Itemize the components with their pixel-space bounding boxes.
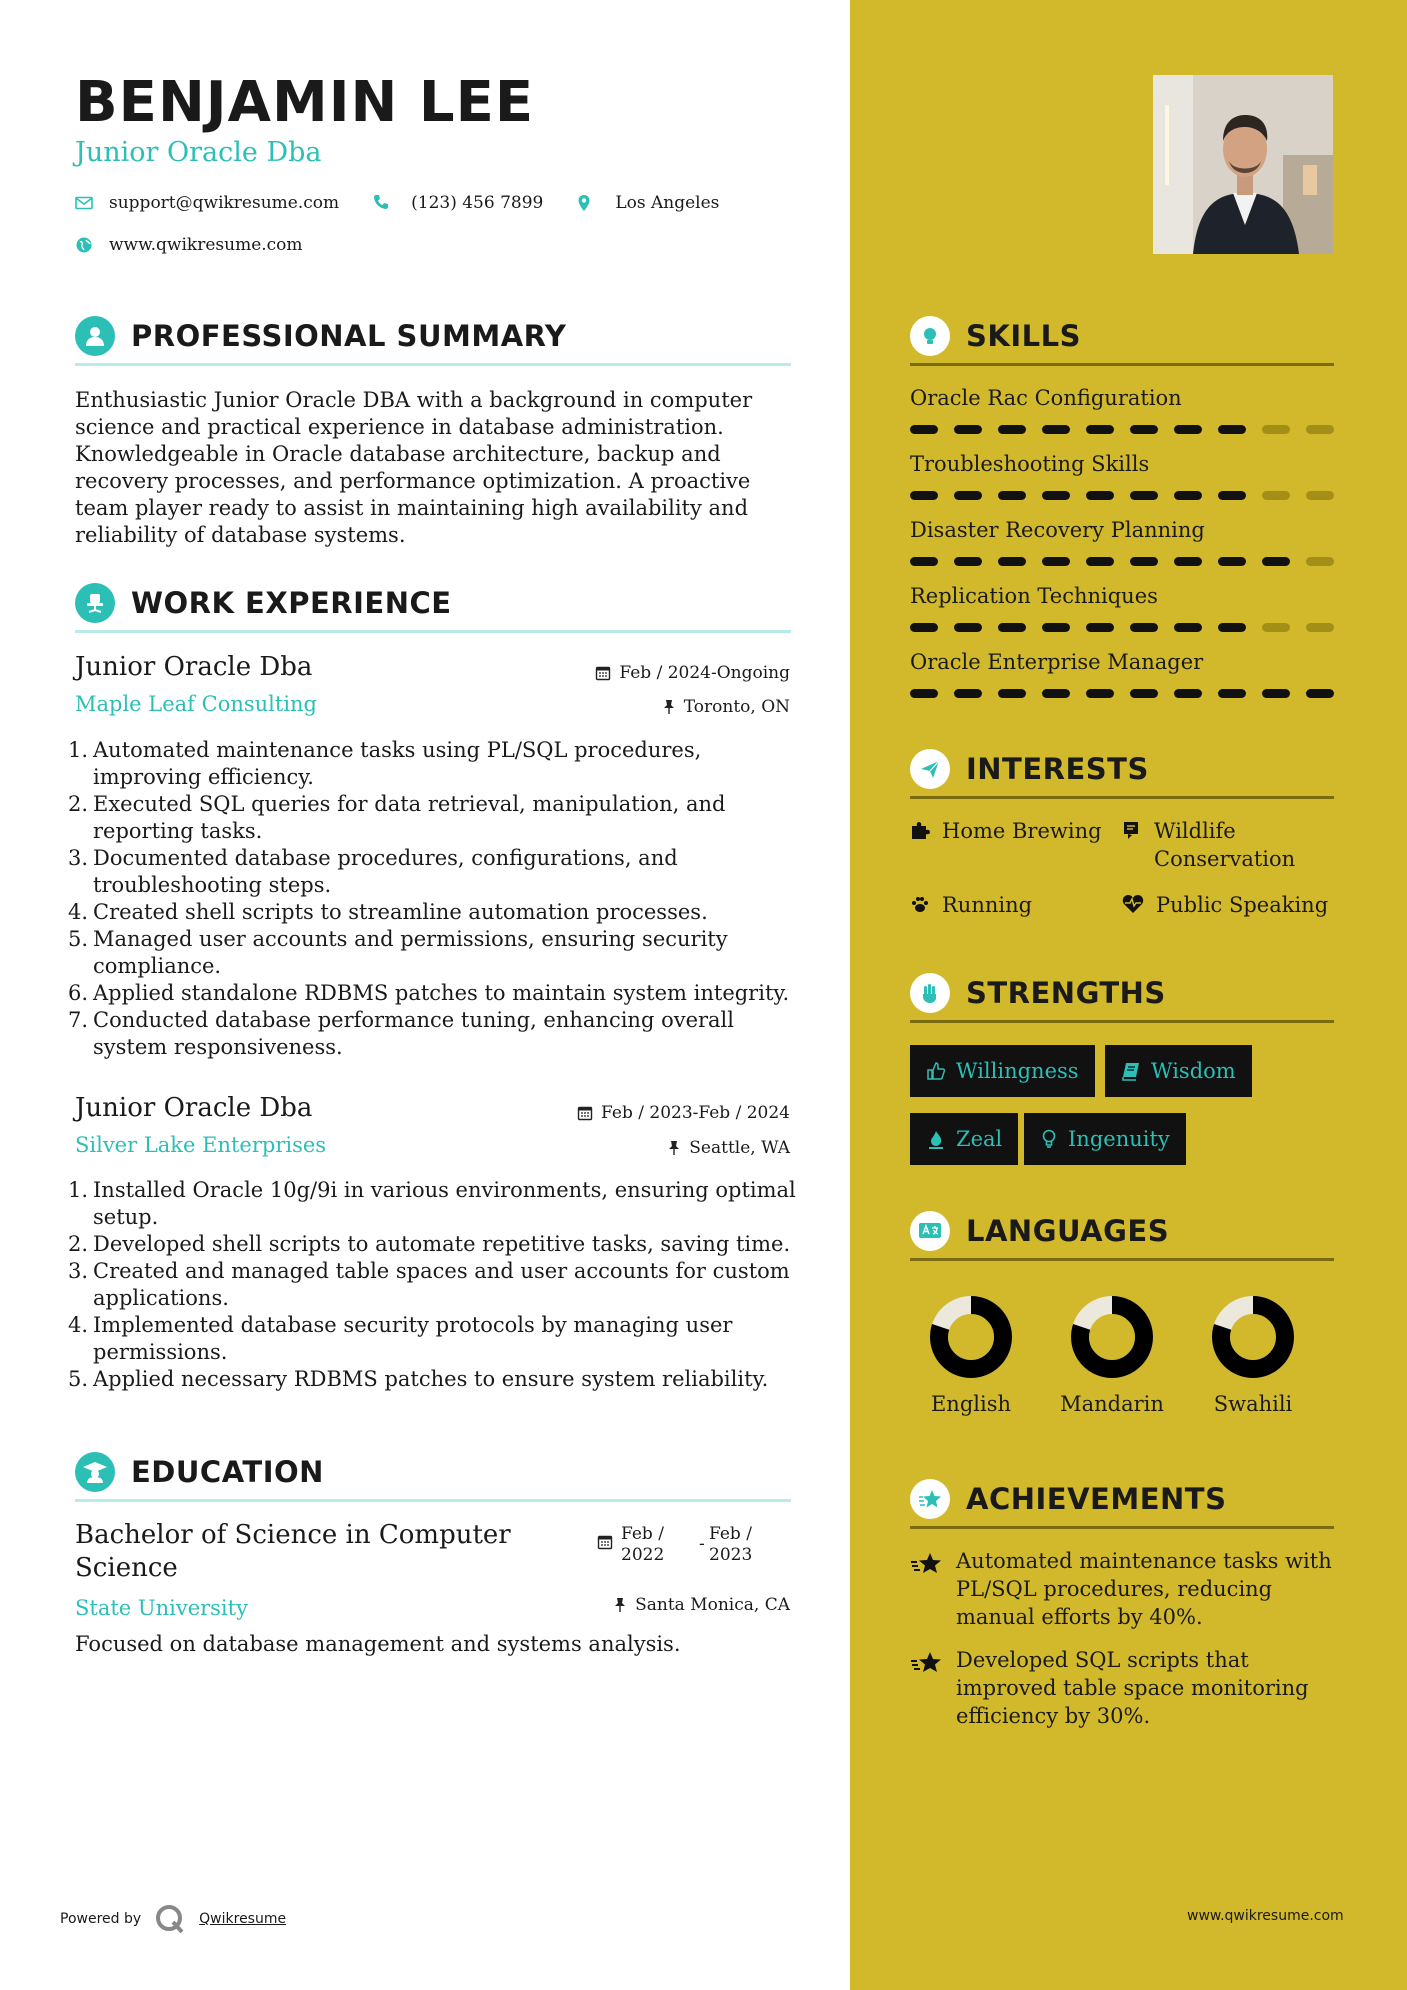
skill-dash-filled [954,425,982,434]
website-row [75,235,303,255]
education-location [613,1595,790,1615]
edu-end-month: Feb / [709,1524,752,1544]
skill-dash-filled [954,689,982,698]
calendar-icon [597,1534,613,1550]
email-text[interactable]: support@qwikresume.com [109,193,340,213]
skill-dash-filled [954,491,982,500]
skills-title: SKILLS [966,319,1081,353]
education-description: Focused on database management and systems analysis. [75,1632,681,1656]
heartbeat-icon [1122,894,1144,914]
puzzle-icon [910,820,930,840]
school: State University [75,1596,248,1620]
location-text: Los Angeles [615,193,720,213]
interest-item: Running [910,891,1032,919]
job-2-location-text: Seattle, WA [689,1138,790,1158]
skill-dash-filled [998,425,1026,434]
list-item: 1. Installed Oracle 10g/9i in various environments, ensuring optimal setup. [68,1178,796,1229]
job-1-date [595,663,790,683]
pushpin-icon [667,1140,681,1156]
summary-title: PROFESSIONAL SUMMARY [131,319,567,353]
skill-dash-empty [1262,623,1290,632]
qwikresume-link[interactable]: Qwikresume [199,1911,287,1927]
strengths-title: STRENGTHS [966,976,1166,1010]
candidate-name: BENJAMIN LEE [75,70,535,135]
powered-by-label: Powered by [60,1911,142,1927]
list-item: 2. Developed shell scripts to automate repetitive tasks, saving time. [68,1232,791,1256]
skills-heading [910,316,1081,356]
skill-dash-filled [1174,557,1202,566]
translate-icon [910,1211,950,1251]
location-pin-icon [577,194,595,212]
language-item: English [911,1292,1031,1416]
education-divider [75,1499,791,1502]
skill-dash-filled [1174,491,1202,500]
skill-dash-filled [1130,491,1158,500]
list-item: 6. Applied standalone RDBMS patches to maintain system integrity. [68,981,790,1005]
skill-dash-empty [1306,557,1334,566]
paw-icon [910,894,930,914]
strength-chip: Zeal [910,1113,1018,1165]
achievements-title: ACHIEVEMENTS [966,1482,1227,1516]
language-item: Mandarin [1052,1292,1172,1416]
qwikresume-logo-icon [155,1904,185,1934]
skill-dash-filled [954,623,982,632]
education-dates [597,1524,752,1566]
experience-divider [75,630,791,633]
skill-dash-filled [1218,623,1246,632]
skill-dash-filled [1086,689,1114,698]
shooting-star-icon [910,1551,944,1577]
skill-dash-filled [1262,689,1290,698]
language-item: Swahili [1193,1292,1313,1416]
skill-dash-filled [1218,491,1246,500]
footer-website[interactable]: www.qwikresume.com [1187,1908,1344,1924]
degree-line-2: Science [75,1553,178,1583]
strength-chip: Ingenuity [1024,1113,1186,1165]
calendar-icon [577,1105,593,1121]
skill-name: Disaster Recovery Planning [910,518,1205,542]
summary-heading [75,316,566,356]
graduate-icon [75,1452,115,1492]
skill-dash-filled [998,491,1026,500]
skill-dash-empty [1262,491,1290,500]
languages-title: LANGUAGES [966,1214,1170,1248]
strength-chip: Wisdom [1105,1045,1252,1097]
achievement-item: Developed SQL scripts that improved table space monitoring efficiency by 30%. [910,1646,1340,1730]
skill-bar [910,689,1350,698]
shooting-star-icon [910,1650,944,1676]
skill-dash-filled [1174,689,1202,698]
pushpin-icon [662,699,676,715]
star-icon [910,1479,950,1519]
job-1-location-text: Toronto, ON [683,697,790,717]
skill-dash-filled [1086,425,1114,434]
list-item: 1. Automated maintenance tasks using PL/SQL procedures, improving efficiency. [68,738,702,789]
job-2-date [577,1103,790,1123]
skill-dash-filled [998,689,1026,698]
achievement-item: Automated maintenance tasks with PL/SQL procedures, reducing manual efforts by 40%. [910,1547,1340,1631]
language-donut [926,1292,1016,1382]
skill-dash-filled [1130,623,1158,632]
candidate-role: Junior Oracle Dba [75,137,322,168]
skills-divider [910,363,1334,366]
interest-item: Wildlife Conservation [1122,817,1312,873]
skill-dash-empty [1262,425,1290,434]
globe-icon [75,236,93,254]
skill-dash-filled [1174,425,1202,434]
skill-dash-filled [998,557,1026,566]
skill-dash-filled [1086,491,1114,500]
skill-bar [910,491,1350,500]
skill-dash-filled [1262,557,1290,566]
job-1-title: Junior Oracle Dba [75,652,313,682]
interests-title: INTERESTS [966,752,1149,786]
skill-dash-filled [954,557,982,566]
lightbulb-icon [910,316,950,356]
profile-photo [1153,75,1333,254]
phone-icon [373,194,391,212]
list-item: 3. Created and managed table spaces and user accounts for custom applications. [68,1259,790,1310]
sidebar [850,0,1407,1990]
skill-dash-filled [1086,557,1114,566]
summary-text: Enthusiastic Junior Oracle DBA with a background in computer science and practical experience in database administration. Knowledgeable in Oracle database architecture, backup and recovery processes, and performance optimization. A proactive team player ready to assist in maintaining high availability and reliability of database systems. [75,388,753,547]
book-icon [1121,1061,1141,1081]
skill-dash-filled [998,623,1026,632]
skill-dash-empty [1306,491,1334,500]
pushpin-icon [613,1597,627,1613]
skill-dash-filled [1042,689,1070,698]
summary-divider [75,363,791,366]
skill-dash-filled [1130,689,1158,698]
skill-dash-filled [1174,623,1202,632]
achievements-divider [910,1526,1334,1529]
skill-dash-filled [1218,557,1246,566]
strengths-divider [910,1020,1334,1023]
fire-icon [926,1129,946,1149]
skill-dash-filled [1130,557,1158,566]
skill-dash-empty [1306,623,1334,632]
skill-dash-filled [1218,425,1246,434]
skill-dash-filled [1218,689,1246,698]
job-1-company: Maple Leaf Consulting [75,692,318,716]
skill-bar [910,623,1350,632]
paper-plane-icon [910,749,950,789]
languages-heading [910,1211,1169,1251]
job-1-location [662,697,790,717]
languages-divider [910,1258,1334,1261]
skill-dash-filled [1130,425,1158,434]
skill-dash-filled [1306,689,1334,698]
leaf-book-icon [1122,820,1142,840]
edu-end-year: 2023 [709,1545,753,1565]
edu-start-year: 2022 [621,1545,665,1565]
phone-text[interactable]: (123) 456 7899 [411,193,544,213]
skill-dash-filled [1042,623,1070,632]
job-2-company: Silver Lake Enterprises [75,1133,327,1157]
thumbs-up-icon [926,1061,946,1081]
website-text[interactable]: www.qwikresume.com [109,235,303,255]
education-title: EDUCATION [131,1455,324,1489]
skill-dash-filled [910,557,938,566]
list-item: 4. Implemented database security protocols by managing user permissions. [68,1313,733,1364]
skill-dash-filled [1042,425,1070,434]
strengths-heading [910,973,1166,1013]
list-item: 3. Documented database procedures, configurations, and troubleshooting steps. [68,846,678,897]
skill-name: Replication Techniques [910,584,1158,608]
job-1-date-text: Feb / 2024-Ongoing [619,663,790,683]
list-item: 5. Applied necessary RDBMS patches to ensure system reliability. [68,1367,769,1391]
job-2-duties [68,1177,798,1393]
experience-heading [75,583,452,623]
interest-item: Home Brewing [910,817,1102,845]
job-2-location [667,1138,790,1158]
language-donut [1067,1292,1157,1382]
email-icon [75,194,93,212]
job-2-date-text: Feb / 2023-Feb / 2024 [601,1103,790,1123]
experience-title: WORK EXPERIENCE [131,586,452,620]
job-1-duties [68,737,798,1061]
list-item: 5. Managed user accounts and permissions, ensuring security compliance. [68,927,728,978]
contact-row [75,193,719,213]
skill-dash-filled [910,623,938,632]
education-location-text: Santa Monica, CA [635,1595,790,1615]
interests-divider [910,796,1334,799]
skill-dash-empty [1306,425,1334,434]
user-icon [75,316,115,356]
office-chair-icon [75,583,115,623]
job-2-title: Junior Oracle Dba [75,1093,313,1123]
strength-chip: Willingness [910,1045,1095,1097]
lightbulb-outline-icon [1040,1129,1058,1149]
achievements-heading [910,1479,1226,1519]
skill-bar [910,425,1350,434]
skill-dash-filled [910,491,938,500]
raised-hand-icon [910,973,950,1013]
skill-dash-filled [910,425,938,434]
interests-heading [910,749,1149,789]
interest-item: Public Speaking [1122,891,1328,919]
language-donut [1208,1292,1298,1382]
list-item: 7. Conducted database performance tuning, enhancing overall system responsiveness. [68,1008,734,1059]
list-item: 4. Created shell scripts to streamline automation processes. [68,900,708,924]
skill-name: Troubleshooting Skills [910,452,1150,476]
date-dash: - [699,1534,705,1554]
edu-start-month: Feb / [621,1524,664,1544]
education-heading [75,1452,324,1492]
degree [75,1519,515,1585]
skill-dash-filled [1042,491,1070,500]
powered-by [60,1904,286,1934]
degree-line-1: Bachelor of Science in Computer [75,1520,511,1550]
skill-name: Oracle Rac Configuration [910,386,1182,410]
skill-name: Oracle Enterprise Manager [910,650,1204,674]
skill-bar [910,557,1350,566]
skill-dash-filled [1086,623,1114,632]
list-item: 2. Executed SQL queries for data retrieval, manipulation, and reporting tasks. [68,792,726,843]
skill-dash-filled [910,689,938,698]
skill-dash-filled [1042,557,1070,566]
calendar-icon [595,665,611,681]
